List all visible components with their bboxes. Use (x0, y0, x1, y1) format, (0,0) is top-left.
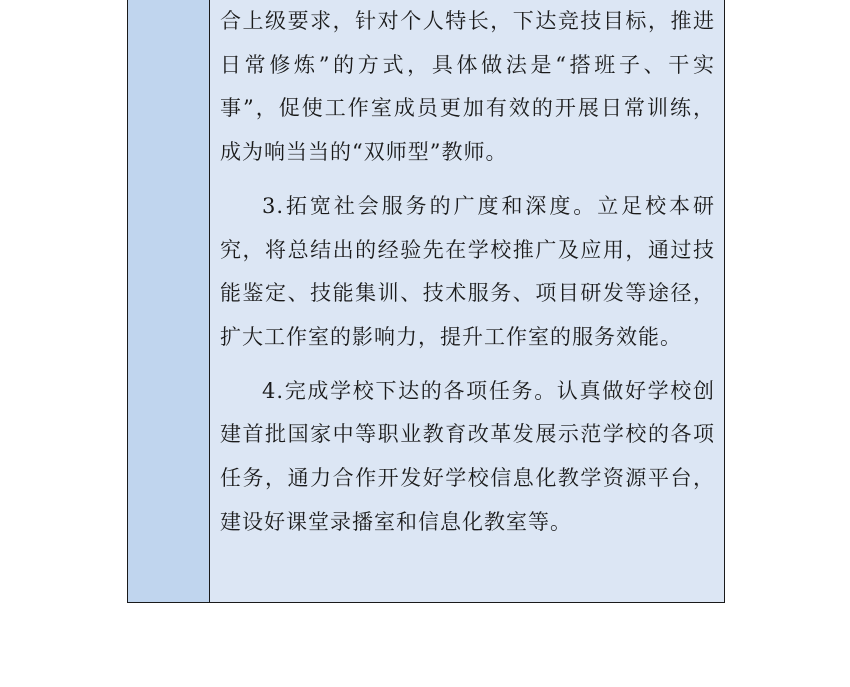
table-label-column (128, 0, 210, 602)
document-table (127, 0, 725, 603)
paragraph-continuation: 合上级要求，针对个人特长，下达竞技目标，推进日常修炼”的方式，具体做法是“搭班子、干实事”，促使工作室成员更加有效的开展日常训练，成为响当当的“双师型”教师。 (220, 9, 715, 165)
paragraph-social-service: 3.拓宽社会服务的广度和深度。立足校本研究，将总结出的经验先在学校推广及应用，通过技能鉴定、技能集训、技术服务、项目研发等途径，扩大工作室的影响力，提升工作室的服务效能。 (220, 193, 715, 349)
paragraph-school-tasks: 4.完成学校下达的各项任务。认真做好学校创建首批国家中等职业教育改革发展示范学校的各项任务，通力合作开发好学校信息化教学资源平台，建设好课堂录播室和信息化教室等。 (220, 378, 715, 534)
table-content-cell (210, 0, 724, 602)
